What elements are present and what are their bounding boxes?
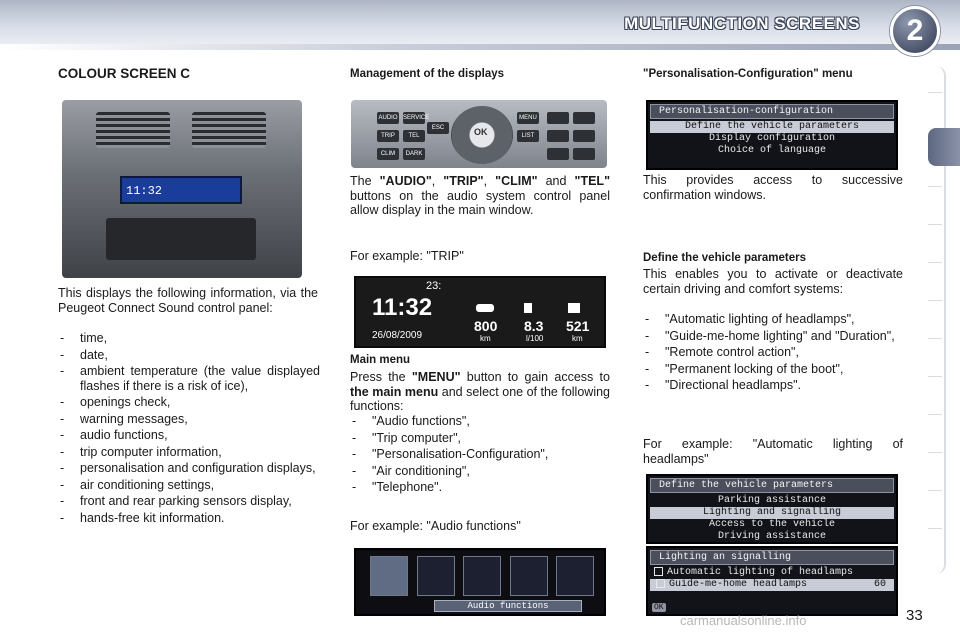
tel-button-ref: "TEL" xyxy=(574,174,610,188)
colour-screen-heading: COLOUR SCREEN C xyxy=(58,66,191,81)
trip-value-range: 800 xyxy=(474,318,498,334)
chapter-tab xyxy=(928,452,942,453)
list-item: - "Trip computer", xyxy=(350,431,612,446)
preset-key xyxy=(573,148,595,160)
screen-title: Lighting an signalling xyxy=(650,550,894,565)
preset-key xyxy=(547,148,569,160)
display-contents-list xyxy=(58,331,320,527)
chapter-tab xyxy=(928,300,942,301)
section-title: MULTIFUNCTION SCREENS xyxy=(624,14,860,33)
screen-line: Parking assistance xyxy=(717,495,827,506)
list-item: - personalisation and configuration displays, xyxy=(58,461,320,476)
screen-line: Define the vehicle parameters xyxy=(650,121,894,133)
lighting-screen xyxy=(646,546,898,616)
audio-button-ref: "AUDIO" xyxy=(379,174,432,188)
page-number: 33 xyxy=(906,607,923,624)
chapter-badge xyxy=(890,6,940,56)
colour-screen-intro: This displays the following information, via the Peugeot Connect Sound control panel: xyxy=(58,286,318,315)
option-label: Guide-me-home headlamps xyxy=(669,579,808,591)
telephone-icon xyxy=(556,556,594,596)
option-label: Automatic lighting of headlamps xyxy=(667,567,854,579)
audio-control-panel-photo xyxy=(351,100,607,168)
main-menu-functions-list xyxy=(350,414,612,497)
trip-computer-screen xyxy=(354,276,606,348)
list-item: - trip computer information, xyxy=(58,445,320,460)
example-trip: For example: "TRIP" xyxy=(350,249,464,263)
personalisation-icon xyxy=(463,556,501,596)
main-menu-screen xyxy=(354,548,606,616)
text: buttons on the audio system control panel allow display in the main window. xyxy=(350,188,610,217)
chapter-tab xyxy=(928,414,942,415)
screen-line xyxy=(650,579,894,591)
list-item: - warning messages, xyxy=(58,412,320,427)
storage-slot xyxy=(106,218,256,260)
ok-key: OK xyxy=(654,603,664,612)
list-item: - "Personalisation-Configuration", xyxy=(350,447,612,462)
preset-key xyxy=(573,112,595,124)
flag-icon xyxy=(568,303,580,313)
outside-temperature: 23: xyxy=(426,280,442,292)
menu-key: MENU xyxy=(517,112,539,124)
trip-unit: km xyxy=(572,334,583,343)
screen-line: Access to the vehicle xyxy=(708,519,836,530)
list-item: - "Telephone". xyxy=(350,480,612,495)
checkbox-icon xyxy=(656,579,665,588)
trip-value-consumption: 8.3 xyxy=(524,318,544,334)
list-item: - air conditioning settings, xyxy=(58,478,320,493)
define-heading: Define the vehicle parameters xyxy=(643,252,806,264)
trip-icons xyxy=(472,302,592,314)
chapter-tab xyxy=(928,528,942,529)
chapter-tab xyxy=(928,224,942,225)
main-menu-paragraph xyxy=(350,370,610,414)
list-item: - "Remote control action", xyxy=(643,345,905,360)
list-item: - audio functions, xyxy=(58,428,320,443)
text: Press the xyxy=(350,370,406,384)
list-item: - hands-free kit information. xyxy=(58,511,320,526)
personalisation-screen xyxy=(646,100,898,170)
list-item: - "Air conditioning", xyxy=(350,464,612,479)
screen-title: Personalisation-configuration xyxy=(650,104,894,119)
checkbox-icon xyxy=(654,567,663,576)
screen-line: Driving assistance xyxy=(717,531,827,542)
list-item: - "Permanent locking of the boot", xyxy=(643,362,905,377)
air-vent xyxy=(192,112,266,148)
list-item: - time, xyxy=(58,331,320,346)
list-item: - openings check, xyxy=(58,395,320,410)
chapter-tab xyxy=(928,92,942,93)
chapter-tab-active xyxy=(928,128,960,166)
audio-functions-icon xyxy=(370,556,408,596)
screen-line: Display configuration xyxy=(708,133,836,144)
trip-screen-date: 26/08/2009 xyxy=(372,330,423,341)
list-item: - "Guide-me-home lighting" and "Duration", xyxy=(643,329,905,344)
menu-caption: Audio functions xyxy=(434,600,582,612)
main-menu-ref: the main menu xyxy=(350,384,439,399)
trip-value-distance: 521 xyxy=(566,318,590,334)
watermark: carmanualsonline.info xyxy=(680,613,807,628)
example-lighting: For example: "Automatic lighting of headlamps" xyxy=(643,437,903,466)
list-item: - "Audio functions", xyxy=(350,414,612,429)
preset-key xyxy=(547,112,569,124)
management-heading: Management of the displays xyxy=(350,68,505,80)
chapter-tab xyxy=(928,490,942,491)
text: and xyxy=(545,174,567,188)
service-key: SERVICE xyxy=(403,112,425,124)
chapter-number: 2 xyxy=(906,14,924,47)
esc-key: ESC xyxy=(427,122,449,134)
ok-key-label: OK xyxy=(474,127,488,137)
air-vent xyxy=(96,112,170,148)
screen-line: Choice of language xyxy=(717,145,827,156)
dark-key: DARK xyxy=(403,148,425,160)
trip-key: TRIP xyxy=(377,130,399,142)
car-icon xyxy=(476,304,494,312)
duration-value: 60 xyxy=(873,579,886,591)
list-key: LIST xyxy=(517,130,539,142)
menu-icons xyxy=(370,556,594,598)
preset-key xyxy=(573,130,595,142)
trip-button-ref: "TRIP" xyxy=(443,174,484,188)
text: and select one of the following functions: xyxy=(350,384,610,413)
main-menu-heading: Main menu xyxy=(350,354,411,366)
define-text: This enables you to activate or deactivate certain driving and comfort systems: xyxy=(643,267,903,296)
clim-button-ref: "CLIM" xyxy=(495,174,538,188)
personalisation-heading: "Personalisation-Configuration" menu xyxy=(643,68,853,80)
vehicle-parameters-list xyxy=(643,312,905,395)
buttons-paragraph: The "AUDIO", "TRIP", "CLIM" and "TEL" buttons on the audio system control panel allow display in the main window. xyxy=(350,174,610,217)
list-item: - date, xyxy=(58,348,320,363)
list-item: - "Directional headlamps". xyxy=(643,378,905,393)
trip-unit: km xyxy=(480,334,491,343)
text: button to gain access to xyxy=(466,370,610,384)
chapter-tab xyxy=(928,186,942,187)
audio-key: AUDIO xyxy=(377,112,399,124)
dashboard-display-time: 11:32 xyxy=(126,184,163,198)
fuel-icon xyxy=(524,303,532,313)
trip-computer-icon xyxy=(417,556,455,596)
dashboard-photo xyxy=(62,100,302,278)
chapter-tab xyxy=(928,262,942,263)
list-item: - "Automatic lighting of headlamps", xyxy=(643,312,905,327)
navigation-dial xyxy=(451,106,513,164)
air-conditioning-icon xyxy=(510,556,548,596)
example-audio: For example: "Audio functions" xyxy=(350,519,521,533)
screen-line xyxy=(648,567,896,579)
text: The xyxy=(350,174,372,188)
list-item: - ambient temperature (the value displayed flashes if there is a risk of ice), xyxy=(58,364,320,393)
tel-key: TEL xyxy=(403,130,425,142)
personalisation-text: This provides access to successive confirmation windows. xyxy=(643,173,903,202)
trip-screen-time: 11:32 xyxy=(372,294,433,321)
vehicle-parameters-screen xyxy=(646,474,898,544)
screen-line: Lighting and signalling xyxy=(650,507,894,519)
chapter-tab xyxy=(928,338,942,339)
clim-key: CLIM xyxy=(377,148,399,160)
header-swoosh xyxy=(0,44,960,50)
list-item: - front and rear parking sensors display, xyxy=(58,494,320,509)
screen-title: Define the vehicle parameters xyxy=(650,478,894,493)
chapter-tab xyxy=(928,376,942,377)
menu-button-ref: "MENU" xyxy=(411,370,461,384)
dashboard-display xyxy=(120,176,242,204)
trip-unit: l/100 xyxy=(526,334,544,343)
preset-key xyxy=(547,130,569,142)
